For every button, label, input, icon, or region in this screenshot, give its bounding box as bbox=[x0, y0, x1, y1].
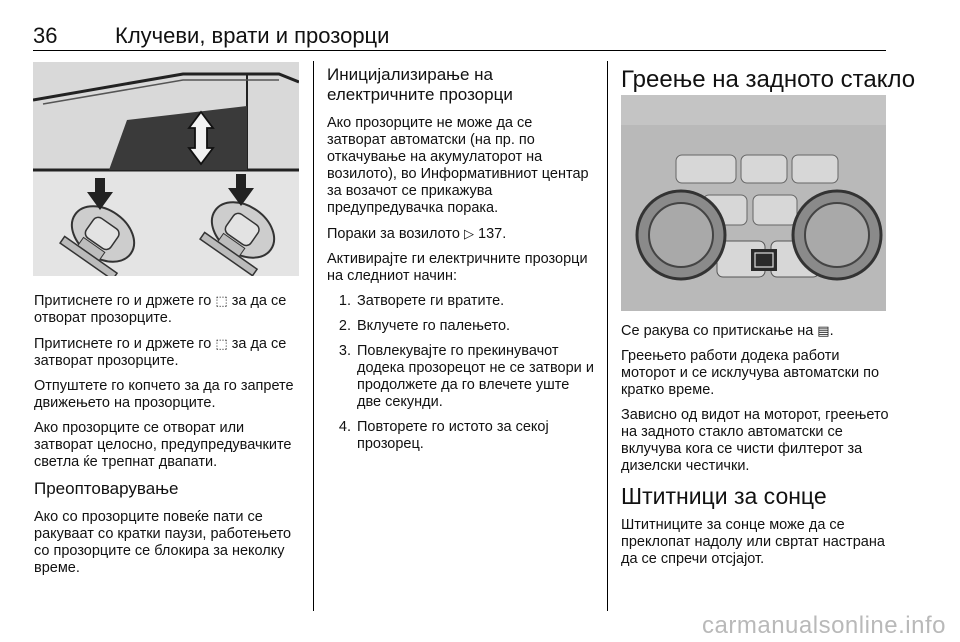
window-keys-illustration bbox=[33, 62, 299, 276]
window-open-icon: ⬚ bbox=[215, 293, 228, 308]
column-divider-1 bbox=[313, 61, 314, 611]
paragraph-engine-type: Зависно од видот на моторот, греењето на задното стакло автоматски се вклучува кога се чисти филтерот за дизелски честички. bbox=[621, 407, 889, 474]
paragraph-vehicle-messages: Пораки за возилото ▷ 137. bbox=[327, 226, 507, 242]
list-item: 1. Затворете ги вратите. bbox=[338, 293, 505, 309]
paragraph-open-windows: Притиснете го и држете го ⬚ за да се отворат прозорците. bbox=[34, 293, 287, 326]
page-reference-icon: ▷ bbox=[463, 226, 474, 241]
list-item: 4. Повторете го истото за секој прозорец. bbox=[338, 419, 549, 452]
paragraph-sun-visors: Штитниците за сонце може да се преклопат надолу или свртат настрана да се спречи отсјајот. bbox=[621, 517, 885, 567]
paragraph-operate: Се ракува со притискање на ▤. bbox=[621, 323, 834, 339]
paragraph-release: Отпуштете го копчето за да го запрете движењето на прозорците. bbox=[34, 378, 294, 411]
paragraph-init-intro: Ако прозорците не може да се затворат автоматски (на пр. по откачување на акумулаторот на возилото), во Информативниот центар за возачот се прикажува предупредувачка порака. bbox=[327, 115, 589, 216]
column-left bbox=[34, 292, 302, 585]
heading-sun-visors: Штитници за сонце bbox=[621, 483, 827, 509]
column-middle bbox=[327, 65, 595, 461]
rear-defrost-icon: ▤ bbox=[817, 323, 830, 338]
paragraph-full-open-close: Ако прозорците се отворат или затворат целосно, предупредувачките светла ќе трепнат двапати. bbox=[34, 420, 292, 470]
header-rule bbox=[33, 50, 886, 51]
paragraph-overload: Ако со прозорците повеќе пати се ракуваат со кратки паузи, работењето со прозорците се блокира за неколку време. bbox=[34, 509, 292, 576]
heading-rear-window-heating: Греење на задното стакло bbox=[621, 66, 916, 93]
watermark: carmanualsonline.info bbox=[702, 612, 946, 639]
page-reference-link[interactable]: 137. bbox=[478, 226, 507, 242]
column-right bbox=[621, 322, 889, 576]
page-number: 36 bbox=[33, 23, 58, 48]
paragraph-activate: Активирајте ги електричните прозорци на следниот начин: bbox=[327, 251, 588, 284]
paragraph-close-windows: Притиснете го и држете го ⬚ за да се затворат прозорците. bbox=[34, 336, 287, 369]
heading-initialization: Иницијализирање на електричните прозорци bbox=[327, 65, 513, 104]
list-item: 2. Вклучете го палењето. bbox=[338, 318, 511, 334]
column-divider-2 bbox=[607, 61, 608, 611]
list-item: 3. Повлекувајте го прекинувачот додека прозорецот не се затвори и продолжете да го влечете уште две секунди. bbox=[338, 343, 594, 410]
window-close-icon: ⬚ bbox=[215, 336, 228, 351]
heading-overload: Преоптоварување bbox=[34, 479, 179, 498]
paragraph-heating-runs: Греењето работи додека работи моторот и се исклучува автоматски по кратко време. bbox=[621, 348, 880, 398]
page-title: Клучеви, врати и прозорци bbox=[115, 23, 390, 48]
steps-list bbox=[327, 293, 595, 453]
climate-panel-illustration bbox=[621, 95, 886, 311]
